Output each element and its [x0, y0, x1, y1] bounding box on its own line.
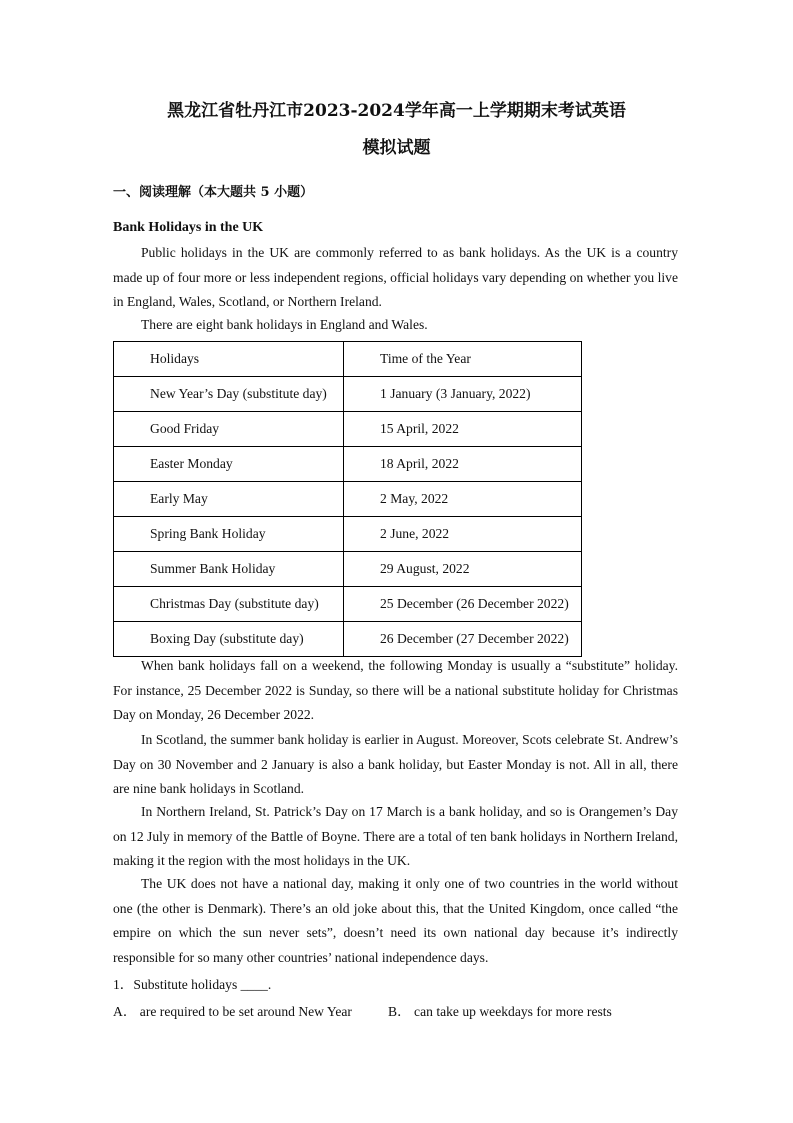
option-b: B． can take up weekdays for more rests: [388, 1004, 612, 1019]
table-row: [114, 447, 582, 482]
holiday-date: 18 April, 2022: [344, 447, 582, 482]
holiday-date: 1 January (3 January, 2022): [344, 377, 582, 412]
document-title: 黑龙江省牡丹江市2023-2024学年高一上学期期末考试英语: [167, 101, 626, 121]
section-heading: 一、阅读理解（本大题共 5 小题）: [113, 185, 314, 200]
table-row: [114, 552, 582, 587]
table-intro: There are eight bank holidays in England and Wales.: [141, 317, 428, 332]
table-header-row: [114, 342, 582, 377]
holiday-date: 29 August, 2022: [344, 552, 582, 587]
scotland-paragraph: [113, 728, 678, 802]
header-holidays: Holidays: [114, 342, 344, 377]
table-row: [114, 517, 582, 552]
northern-ireland-text: In Northern Ireland, St. Patrick’s Day on 17 March is a bank holiday, and so is Orangemen’s Day on 12 July in memory of the Battle of Boyne. There are a total of ten bank holidays in Northern Ireland, making it the region with the most holidays in the UK.: [113, 804, 678, 868]
table-row: [114, 377, 582, 412]
holiday-date: 26 December (27 December 2022): [344, 622, 582, 657]
table-row: [114, 622, 582, 657]
table-row: [114, 587, 582, 622]
holiday-date: 2 May, 2022: [344, 482, 582, 517]
intro-paragraph: [113, 241, 678, 315]
holiday-name: Early May: [114, 482, 344, 517]
national-day-paragraph: [113, 872, 678, 970]
weekend-paragraph: [113, 654, 678, 728]
question-1: 1．Substitute holidays ____.: [113, 977, 272, 992]
holiday-name: New Year’s Day (substitute day): [114, 377, 344, 412]
table-row: [114, 482, 582, 517]
passage-heading: Bank Holidays in the UK: [113, 220, 264, 235]
holiday-name: Easter Monday: [114, 447, 344, 482]
holiday-name: Summer Bank Holiday: [114, 552, 344, 587]
national-day-text: The UK does not have a national day, making it only one of two countries in the world without one (the other is Denmark). There’s an old joke about this, that the United Kingdom, once called “the empire on which the sun never sets”, doesn’t need its own national day because it’s indirectly responsible for so many other countries’ national independence days.: [113, 876, 678, 965]
weekend-text: When bank holidays fall on a weekend, the following Monday is usually a “substitute” holiday. For instance, 25 December 2022 is Sunday, so there will be a national substitute holiday for Christmas Day on Monday, 26 December 2022.: [113, 658, 678, 722]
document-subtitle: 模拟试题: [362, 138, 431, 158]
holiday-date: 15 April, 2022: [344, 412, 582, 447]
holiday-name: Spring Bank Holiday: [114, 517, 344, 552]
northern-ireland-paragraph: [113, 800, 678, 874]
holiday-date: 25 December (26 December 2022): [344, 587, 582, 622]
holiday-name: Boxing Day (substitute day): [114, 622, 344, 657]
holiday-name: Good Friday: [114, 412, 344, 447]
holiday-name: Christmas Day (substitute day): [114, 587, 344, 622]
option-a: A． are required to be set around New Year: [113, 1004, 352, 1019]
holiday-table: [113, 341, 582, 657]
intro-text: Public holidays in the UK are commonly referred to as bank holidays. As the UK is a country made up of four more or less independent regions, official holidays vary depending on whether you live in England, Wales, Scotland, or Northern Ireland.: [113, 245, 678, 309]
table-row: [114, 412, 582, 447]
holiday-date: 2 June, 2022: [344, 517, 582, 552]
header-time: Time of the Year: [344, 342, 582, 377]
scotland-text: In Scotland, the summer bank holiday is earlier in August. Moreover, Scots celebrate St. Andrew’s Day on 30 November and 2 January is also a bank holiday, but Easter Monday is not. All in all, there are nine bank holidays in Scotland.: [113, 732, 678, 796]
